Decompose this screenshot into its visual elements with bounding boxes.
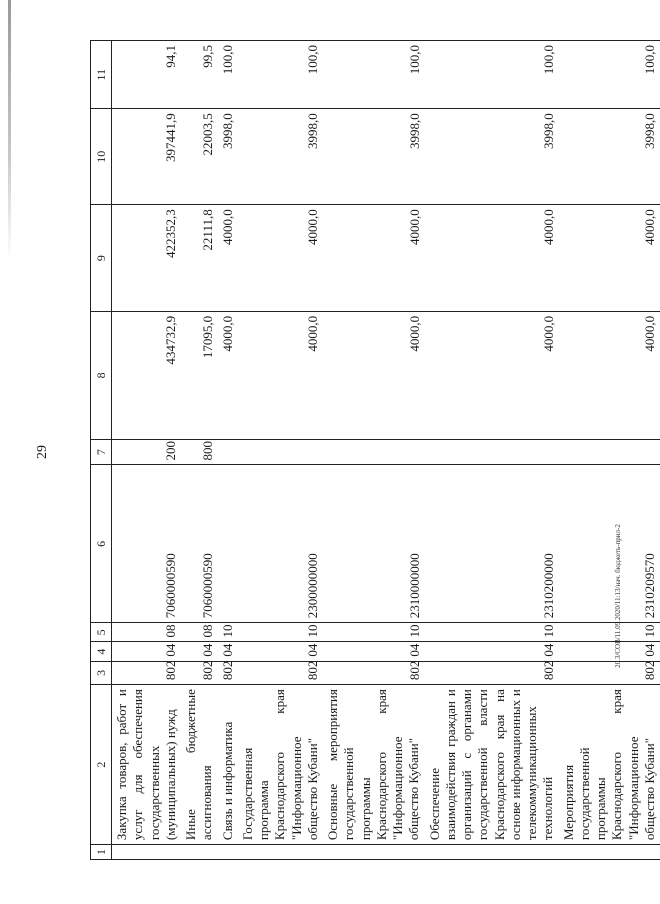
budget-table — [90, 40, 660, 860]
row-c7-cell — [425, 439, 559, 465]
row-c8-cell: 4000,0 — [559, 311, 660, 439]
row-c10-cell: 22003,5 — [181, 109, 218, 205]
header-cell: 3 — [91, 661, 112, 684]
header-cell: 4 — [91, 642, 112, 661]
row-c4-cell: 04 — [112, 642, 182, 661]
row-c7-cell: 800 — [181, 439, 218, 465]
row-c4-cell: 04 — [425, 642, 559, 661]
row-c10-cell: 3998,0 — [425, 109, 559, 205]
row-c11-cell: 100,0 — [218, 41, 238, 109]
row-c3-cell: 802 — [425, 661, 559, 684]
row-name-cell: Связь и информатика — [218, 685, 238, 845]
row-index-cell — [112, 845, 182, 860]
row-c9-cell: 4000,0 — [218, 205, 238, 312]
row-name-cell: Обеспечение взаимодействия граждан и организаций с органами государственной власти Краснодарского края на основе информационных и телекоммуникационных технологий — [425, 685, 559, 845]
row-c6-cell: 2300000000 — [238, 465, 323, 623]
row-c8-cell: 4000,0 — [323, 311, 425, 439]
table-row — [559, 41, 660, 860]
header-row — [91, 41, 112, 860]
row-c6-cell: 2310200000 — [425, 465, 559, 623]
row-c7-cell — [323, 439, 425, 465]
header-cell: 1 — [91, 845, 112, 860]
header-cell: 11 — [91, 41, 112, 109]
row-c10-cell: 3998,0 — [238, 109, 323, 205]
table-row — [112, 41, 182, 860]
row-c9-cell: 4000,0 — [425, 205, 559, 312]
row-name-cell: Иные бюджетные ассигнования — [181, 685, 218, 845]
row-c8-cell: 4000,0 — [218, 311, 238, 439]
row-c9-cell: 422352,3 — [112, 205, 182, 312]
row-c10-cell: 3998,0 — [218, 109, 238, 205]
row-c11-cell: 100,0 — [238, 41, 323, 109]
row-c5-cell: 10 — [425, 623, 559, 642]
row-c6-cell: 2310209570 — [559, 465, 660, 623]
row-c9-cell: 4000,0 — [323, 205, 425, 312]
row-name-cell: Мероприятия государственной программы Краснодарского края "Информационное общество Кубани" — [559, 685, 660, 845]
header-cell: 9 — [91, 205, 112, 312]
row-c3-cell: 802 — [218, 661, 238, 684]
table-row — [218, 41, 238, 860]
row-c4-cell: 04 — [559, 642, 660, 661]
row-c4-cell: 04 — [238, 642, 323, 661]
row-c3-cell: 802 — [559, 661, 660, 684]
header-cell: 8 — [91, 311, 112, 439]
row-c9-cell: 22111,8 — [181, 205, 218, 312]
row-c3-cell: 802 — [323, 661, 425, 684]
header-cell: 2 — [91, 685, 112, 845]
row-index-cell — [425, 845, 559, 860]
row-index-cell — [323, 845, 425, 860]
row-c6-cell: 7060000590 — [181, 465, 218, 623]
row-c7-cell — [559, 439, 660, 465]
row-c3-cell: 802 — [238, 661, 323, 684]
row-c5-cell: 08 — [181, 623, 218, 642]
row-c3-cell: 802 — [112, 661, 182, 684]
scan-edge-shadow — [8, 0, 11, 260]
row-c5-cell: 10 — [559, 623, 660, 642]
row-c4-cell: 04 — [218, 642, 238, 661]
row-index-cell — [181, 845, 218, 860]
row-c5-cell: 08 — [112, 623, 182, 642]
row-c9-cell: 4000,0 — [559, 205, 660, 312]
row-index-cell — [238, 845, 323, 860]
table-row — [425, 41, 559, 860]
row-c11-cell: 100,0 — [323, 41, 425, 109]
row-c6-cell: 2310000000 — [323, 465, 425, 623]
table-row — [181, 41, 218, 860]
row-c4-cell: 04 — [181, 642, 218, 661]
header-cell: 6 — [91, 465, 112, 623]
row-index-cell — [218, 845, 238, 860]
row-c7-cell: 200 — [112, 439, 182, 465]
row-c9-cell: 4000,0 — [238, 205, 323, 312]
table-row — [323, 41, 425, 860]
row-name-cell: Государственная программа Краснодарского края "Информационное общество Кубани" — [238, 685, 323, 845]
header-cell: 5 — [91, 623, 112, 642]
row-c10-cell: 397441,9 — [112, 109, 182, 205]
header-cell: 7 — [91, 439, 112, 465]
row-name-cell: Закупка товаров, работ и услуг для обеспечения государственных (муниципальных) нужд — [112, 685, 182, 845]
row-c7-cell — [218, 439, 238, 465]
row-c8-cell: 17095,0 — [181, 311, 218, 439]
row-c8-cell: 4000,0 — [238, 311, 323, 439]
row-c8-cell: 434732,9 — [112, 311, 182, 439]
row-c5-cell: 10 — [238, 623, 323, 642]
row-c10-cell: 3998,0 — [559, 109, 660, 205]
row-c6-cell — [218, 465, 238, 623]
row-c4-cell: 04 — [323, 642, 425, 661]
row-c11-cell: 99,5 — [181, 41, 218, 109]
row-c5-cell: 10 — [218, 623, 238, 642]
footer-code: 20.3/СОВ/11.09.2020/11:13/нач. бюджеть-прил-2 — [614, 524, 622, 668]
row-c10-cell: 3998,0 — [323, 109, 425, 205]
row-index-cell — [559, 845, 660, 860]
row-c11-cell: 94,1 — [112, 41, 182, 109]
row-c11-cell: 100,0 — [425, 41, 559, 109]
row-c5-cell: 10 — [323, 623, 425, 642]
row-c11-cell: 100,0 — [559, 41, 660, 109]
row-c6-cell: 7060000590 — [112, 465, 182, 623]
row-name-cell: Основные мероприятия государственной программы Краснодарского края "Информационное общество Кубани" — [323, 685, 425, 845]
table-row — [238, 41, 323, 860]
row-c8-cell: 4000,0 — [425, 311, 559, 439]
page-number: 29 — [35, 445, 50, 459]
row-c7-cell — [238, 439, 323, 465]
row-c3-cell: 802 — [181, 661, 218, 684]
header-cell: 10 — [91, 109, 112, 205]
